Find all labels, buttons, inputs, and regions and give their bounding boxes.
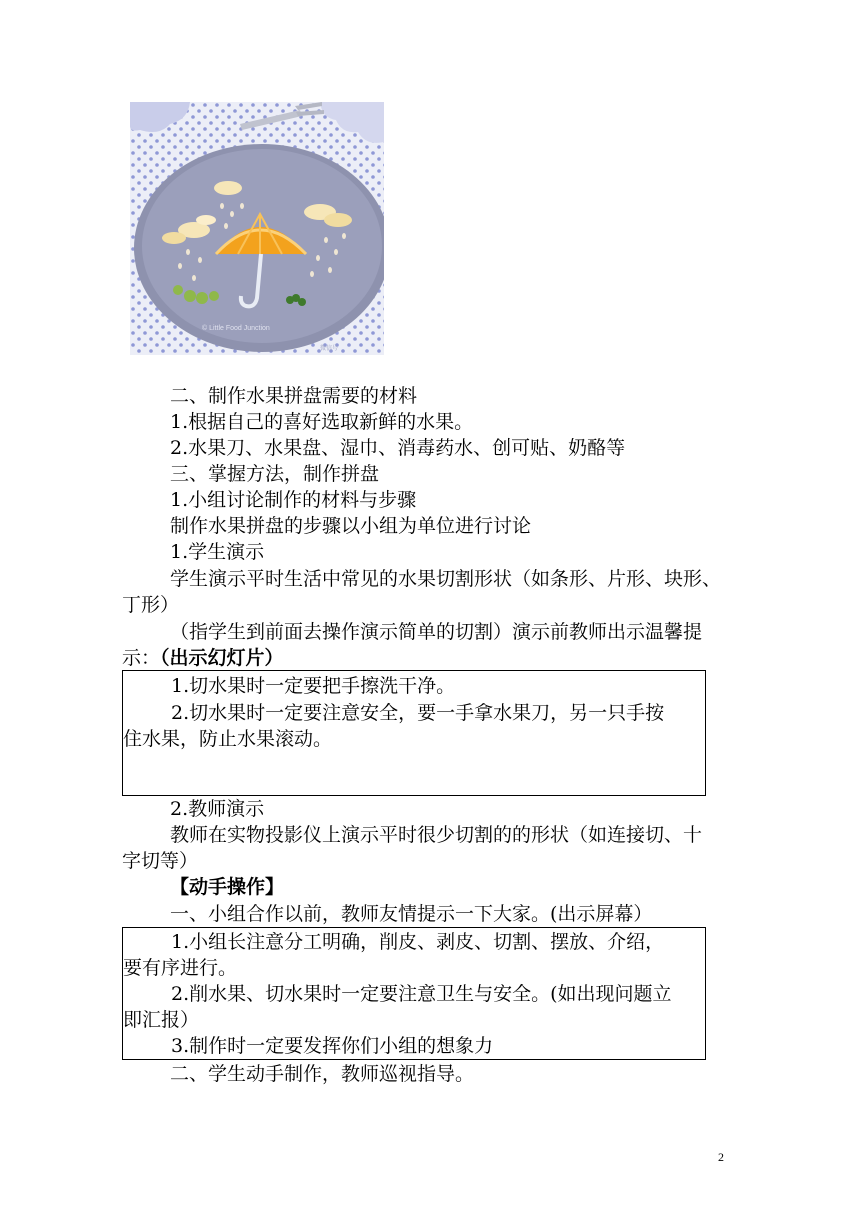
- group-tip-1-cont: 要有序进行。: [123, 957, 238, 979]
- section3-title: 三、掌握方法，制作拼盘: [170, 463, 380, 485]
- teacher-demo-title: 2.教师演示: [170, 798, 265, 820]
- section3-note-line1: （指学生到前面去操作演示简单的切割）演示前教师出示温馨提: [170, 621, 703, 643]
- teacher-demo-line1: 教师在实物投影仪上演示平时很少切割的的形状（如连接切、十: [170, 824, 703, 846]
- section3-demo-title: 1.学生演示: [170, 541, 265, 563]
- hands-on-item1: 一、小组合作以前，教师友情提示一下大家。(出示屏幕）: [170, 903, 653, 925]
- section3-demo-line1: 学生演示平时生活中常见的水果切割形状（如条形、片形、块形、: [170, 568, 722, 590]
- hands-on-title: 【动手操作】: [170, 876, 285, 898]
- section3-note-line2: [122, 645, 742, 671]
- fruit-platter-photo: [130, 102, 384, 355]
- group-tip-3: 3.制作时一定要发挥你们小组的想象力: [171, 1035, 494, 1057]
- teacher-demo-line2: 字切等）: [122, 850, 199, 872]
- group-tips-box: [122, 927, 706, 1060]
- safety-tip-2: 2.切水果时一定要注意安全，要一手拿水果刀，另一只手按: [171, 702, 665, 724]
- group-tip-2: 2.削水果、切水果时一定要注意卫生与安全。(如出现问题立: [171, 983, 672, 1005]
- section2-item1: 1.根据自己的喜好选取新鲜的水果。: [170, 411, 474, 433]
- group-tip-1: 1.小组长注意分工明确，削皮、剥皮、切割、摆放、介绍，: [171, 931, 665, 953]
- safety-tip-1: 1.切水果时一定要把手擦洗干净。: [171, 675, 456, 697]
- hands-on-item2: 二、学生动手制作，教师巡视指导。: [170, 1063, 475, 1085]
- section3-demo-line2: 丁形）: [122, 594, 180, 616]
- section3-item1-desc: 制作水果拼盘的步骤以小组为单位进行讨论: [170, 515, 532, 537]
- section2-title: 二、制作水果拼盘需要的材料: [170, 385, 418, 407]
- safety-tip-2-cont: 住水果，防止水果滚动。: [123, 728, 333, 750]
- photo-watermark: © Little Food Junction: [202, 325, 270, 332]
- photo-source-mark: 微信号: [320, 346, 339, 352]
- section3-note-slides: （出示幻灯片）: [160, 647, 284, 669]
- section3-item1: 1.小组讨论制作的材料与步骤: [170, 489, 417, 511]
- section3-note-prefix: 示：: [122, 647, 161, 669]
- safety-tips-box: [122, 670, 706, 796]
- section2-item2: 2.水果刀、水果盘、湿巾、消毒药水、创可贴、奶酪等: [170, 437, 626, 459]
- page-number: 2: [718, 1150, 724, 1164]
- group-tip-2-cont: 即汇报）: [123, 1009, 200, 1031]
